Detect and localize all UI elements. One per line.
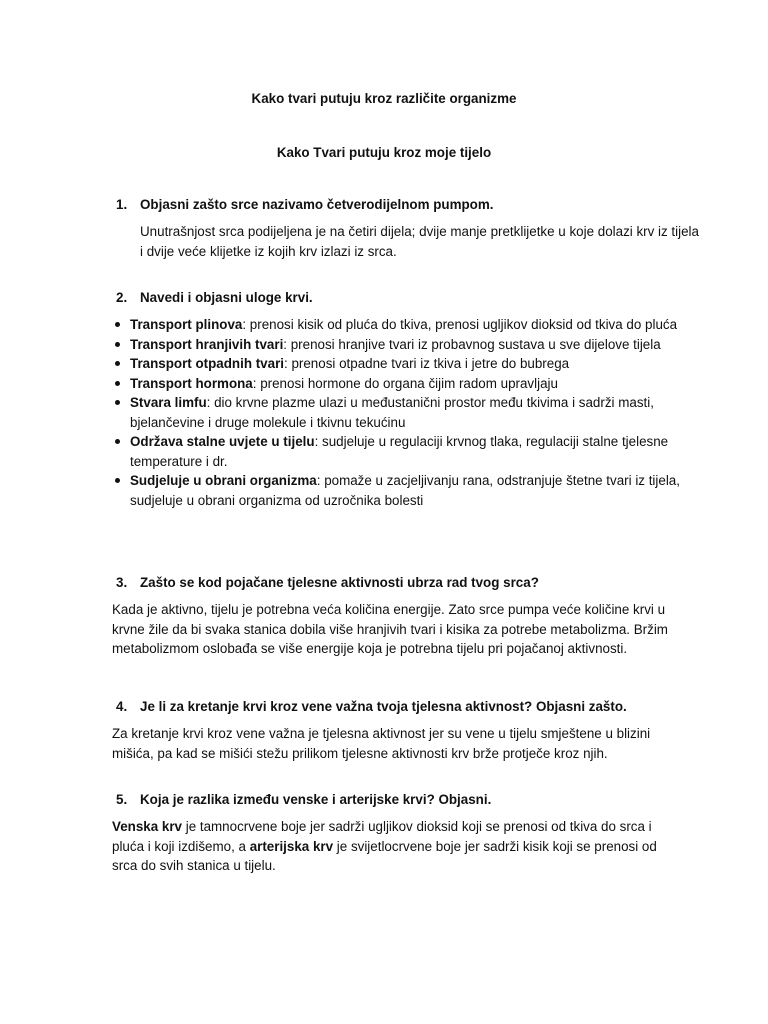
list-item-text: : sudjeluje u regulaciji krvnog tlaka, regulaciji stalne tjelesne temperature i dr.	[130, 434, 669, 469]
list-item	[112, 315, 684, 335]
question-text: Je li za kretanje krvi kroz vene važna tvoja tjelesna aktivnost? Objasni zašto.	[140, 699, 627, 714]
list-item-term: Sudjeluje u obrani organizma	[130, 473, 317, 488]
list-item	[112, 432, 684, 471]
list-item-term: Stvara limfu	[130, 395, 207, 410]
answer-text: je svijetlocrvene boje jer sadrži kisik koji se prenosi od srca do svih stanica u tijelu.	[112, 838, 657, 873]
list-item-text: : prenosi hormone do organa čijim radom upravljaju	[252, 375, 558, 391]
question-text: Objasni zašto srce nazivamo četverodijelnom pumpom.	[140, 197, 494, 212]
list-item	[112, 374, 684, 394]
term-venous-blood: Venska krv	[112, 819, 182, 834]
list-item-text: : dio krvne plazme ulazi u međustanični prostor među tkivima i sadrži masti, bjelančevine i druge molekule i tkivnu tekućinu	[130, 395, 654, 430]
answer-text: je tamnocrvene boje jer sadrži ugljikov dioksid koji se prenosi od tkiva do srca i pluća i koji izdišemo, a	[112, 819, 652, 854]
list-item-text: : prenosi otpadne tvari iz tkiva i jetre do bubrega	[284, 356, 570, 371]
question-4	[116, 697, 627, 717]
document-title: Kako tvari putuju kroz različite organizme	[251, 91, 517, 106]
list-item-term: Transport plinova	[130, 317, 243, 332]
list-item-term: Transport hormona	[130, 375, 253, 391]
list-item-text: : prenosi kisik od pluća do tkiva, prenosi ugljikov dioksid od tkiva do pluća	[242, 317, 678, 332]
list-item-text: : pomaže u zacjeljivanju rana, odstranjuje štetne tvari iz tijela, sudjeluje u obrani organizma od uzročnika bolesti	[130, 473, 680, 508]
question-3	[116, 573, 539, 593]
question-5	[116, 790, 491, 810]
list-item-term: Transport hranjivih tvari	[130, 336, 284, 352]
answer-5	[112, 817, 677, 876]
blood-roles-list	[112, 315, 684, 510]
list-item-term: Transport otpadnih tvari	[130, 356, 285, 371]
question-number: 5.	[116, 792, 128, 807]
answer-3: Kada je aktivno, tijelu je potrebna veća količina energije. Zato srce pumpa veće količine krvi u krvne žile da bi svaka stanica dobila više hranjivih tvari i kisika za potrebe metabolizma. Bržim metabolizmom oslobađa se više energije koja je potrebna tijelu pri pojačanoj aktivnosti.	[112, 602, 668, 656]
question-text: Navedi i objasni uloge krvi.	[140, 290, 313, 305]
question-number: 4.	[116, 699, 128, 714]
question-text: Koja je razlika između venske i arterijske krvi? Objasni.	[140, 792, 492, 807]
question-text: Zašto se kod pojačane tjelesne aktivnosti ubrza rad tvog srca?	[140, 575, 539, 590]
list-item-term: Održava stalne uvjete u tijelu	[130, 434, 315, 449]
question-number: 3.	[116, 575, 128, 590]
answer-1: Unutrašnjost srca podijeljena je na četiri dijela; dvije manje pretklijetke u koje dolazi krv iz tijela i dvije veće klijetke iz kojih krv izlazi iz srca.	[140, 224, 699, 259]
term-arterial-blood: arterijska krv	[249, 838, 334, 854]
question-2	[116, 288, 313, 308]
answer-4: Za kretanje krvi kroz vene važna je tjelesna aktivnost jer su vene u tijelu smještene u blizini mišića, pa kad se mišići stežu prilikom tjelesne aktivnosti krv brže protječe kroz njih.	[112, 726, 651, 761]
question-1	[116, 195, 493, 215]
question-number: 1.	[116, 197, 128, 212]
question-number: 2.	[116, 290, 128, 305]
list-item	[112, 471, 684, 510]
document-subtitle: Kako Tvari putuju kroz moje tijelo	[276, 145, 492, 160]
list-item	[112, 354, 684, 374]
list-item-text: : prenosi hranjive tvari iz probavnog sustava u sve dijelove tijela	[283, 336, 661, 352]
list-item	[112, 335, 684, 355]
list-item	[112, 393, 684, 432]
